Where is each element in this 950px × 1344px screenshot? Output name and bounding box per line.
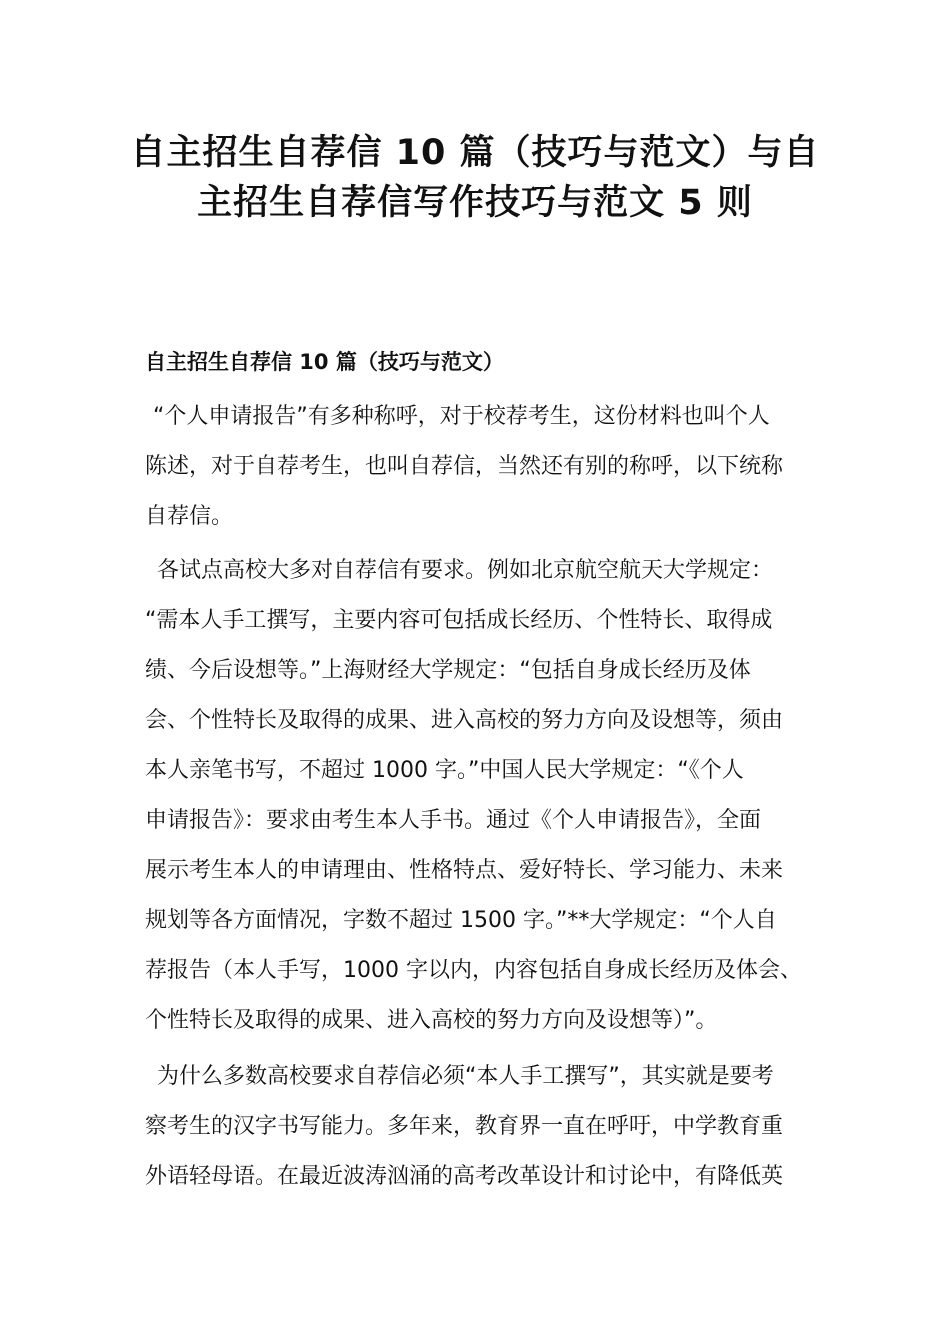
paragraph-line: 展示考生本人的申请理由、性格特点、爱好特长、学习能力、未来	[145, 858, 784, 883]
paragraph-line: “需本人手工撰写，主要内容可包括成长经历、个性特长、取得成	[145, 608, 773, 633]
paragraph-line: 为什么多数高校要求自荐信必须“本人手工撰写”，其实就是要考	[157, 1064, 774, 1089]
paragraph-line: 绩、今后设想等。”上海财经大学规定：“包括自身成长经历及体	[145, 658, 751, 683]
section-heading: 自主招生自荐信 10 篇（技巧与范文）	[145, 350, 504, 374]
paragraph-line: 个性特长及取得的成果、进入高校的努力方向及设想等）”。	[145, 1008, 718, 1033]
paragraph-line: 察考生的汉字书写能力。多年来，教育界一直在呼吁，中学教育重	[145, 1114, 784, 1139]
paragraph-line: 自荐信。	[145, 504, 234, 529]
paragraph-line: 陈述，对于自荐考生，也叫自荐信，当然还有别的称呼，以下统称	[145, 454, 784, 479]
paragraph-line: 会、个性特长及取得的成果、进入高校的努力方向及设想等，须由	[145, 708, 784, 733]
paragraph-line: “个人申请报告”有多种称呼，对于校荐考生，这份材料也叫个人	[153, 404, 770, 429]
paragraph-line: 外语轻母语。在最近波涛汹涌的高考改革设计和讨论中，有降低英	[145, 1164, 784, 1189]
paragraph-line: 荐报告（本人手写，1000 字以内，内容包括自身成长经历及体会、	[145, 958, 802, 983]
title-line: 自主招生自荐信 10 篇（技巧与范文）与自	[130, 133, 820, 173]
paragraph-line: 各试点高校大多对自荐信有要求。例如北京航空航天大学规定：	[157, 558, 774, 583]
document-title	[120, 128, 830, 228]
title-line: 主招生自荐信写作技巧与范文 5 则	[197, 183, 753, 223]
paragraph-line: 规划等各方面情况，字数不超过 1500 字。”**大学规定：“个人自	[145, 908, 777, 933]
paragraph-line: 本人亲笔书写，不超过 1000 字。”中国人民大学规定：“《个人	[145, 758, 744, 783]
paragraph-line: 申请报告》：要求由考生本人手书。通过《个人申请报告》，全面	[145, 808, 762, 833]
